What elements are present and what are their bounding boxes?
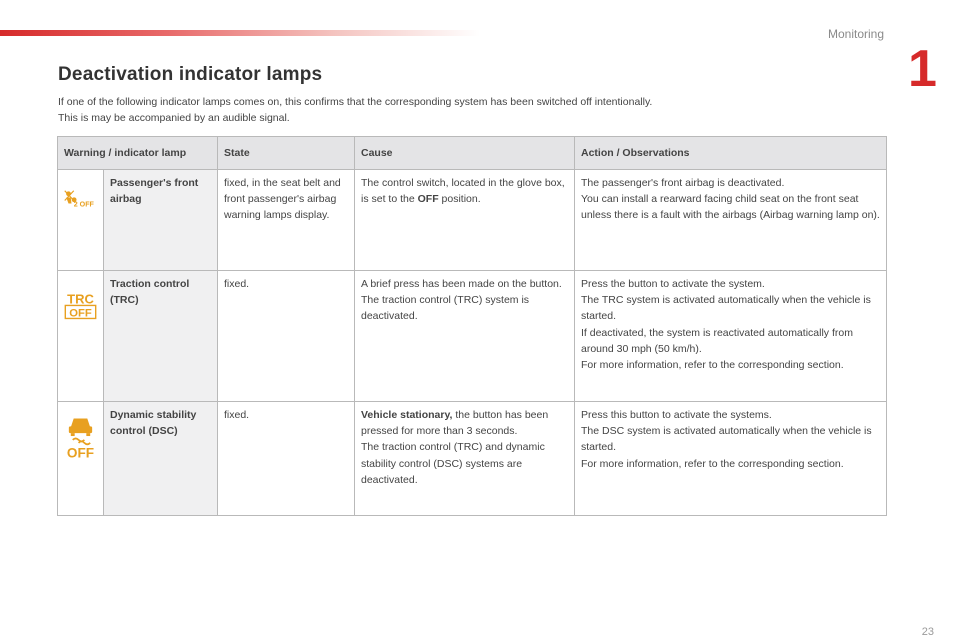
intro-line-1: If one of the following indicator lamps comes on, this confirms that the corresponding system has been switched off intentionally.: [58, 96, 653, 108]
action-line: You can install a rearward facing child seat on the front seat unless there is a fault with the airbags (Airbag warning lamp on).: [581, 193, 880, 222]
lamp-action: [575, 402, 887, 516]
cause-line: The traction control (TRC) system is deactivated.: [361, 294, 530, 323]
lamp-action: [575, 271, 887, 402]
lamp-state: fixed.: [218, 271, 355, 402]
action-line: Press the button to activate the system.: [581, 278, 765, 290]
table-header-row: [58, 137, 887, 170]
cause-text: The control switch, located in the glove box, is set to the: [361, 177, 565, 206]
lamp-cause: [355, 271, 575, 402]
lamp-state: fixed, in the seat belt and front passenger's airbag warning lamps display.: [218, 170, 355, 271]
airbag-off-icon: [64, 187, 97, 211]
header-cause: Cause: [355, 137, 575, 170]
indicator-lamp-table: [57, 136, 887, 516]
svg-text:1: 1: [908, 42, 937, 88]
dsc-off-icon: [64, 415, 97, 459]
header-accent-bar: [0, 30, 480, 36]
cause-bold: OFF: [417, 193, 439, 206]
header-lamp: Warning / indicator lamp: [58, 137, 218, 170]
intro-line-2: This is may be accompanied by an audible signal.: [58, 112, 290, 124]
table-row: [58, 271, 887, 402]
page-title: Deactivation indicator lamps: [58, 64, 323, 85]
cause-line: The traction control (TRC) and dynamic stability control (DSC) systems are deactivated.: [361, 441, 545, 486]
lamp-cause: [355, 170, 575, 271]
action-line: If deactivated, the system is reactivated automatically from around 30 mph (50 km/h).: [581, 326, 853, 355]
table-row: [58, 170, 887, 271]
lamp-name: Traction control (TRC): [104, 271, 218, 402]
chapter-number: [906, 42, 960, 88]
page-number: 23: [921, 626, 934, 638]
header-action: Action / Observations: [575, 137, 887, 170]
lamp-icon-cell: [58, 271, 104, 402]
cause-text-end: position.: [441, 193, 481, 206]
lamp-cause: [355, 402, 575, 516]
lamp-action: [575, 170, 887, 271]
svg-text:2 OFF: 2 OFF: [73, 200, 94, 209]
cause-text: the button has been pressed for more than 3 seconds.: [361, 409, 549, 438]
trc-off-icon: [64, 288, 97, 322]
action-line: The DSC system is activated automatically when the vehicle is started.: [581, 425, 872, 454]
lamp-icon-cell: [58, 402, 104, 516]
cause-bold: Vehicle stationary,: [361, 409, 453, 421]
intro-text: [58, 94, 878, 126]
action-line: For more information, refer to the corresponding section.: [581, 457, 844, 470]
lamp-name: Dynamic stability control (DSC): [104, 402, 218, 516]
action-line: The TRC system is activated automatically when the vehicle is started.: [581, 294, 871, 323]
lamp-icon-cell: [58, 170, 104, 271]
lamp-name: Passenger's front airbag: [104, 170, 218, 271]
cause-line: A brief press has been made on the button.: [361, 278, 562, 290]
svg-text:OFF: OFF: [66, 445, 95, 459]
action-line: For more information, refer to the corresponding section.: [581, 359, 844, 372]
svg-text:OFF: OFF: [69, 307, 92, 320]
header-state: State: [218, 137, 355, 170]
lamp-state: fixed.: [218, 402, 355, 516]
action-line: Press this button to activate the systems.: [581, 409, 772, 421]
section-label: Monitoring: [827, 27, 884, 41]
table-row: [58, 402, 887, 516]
cause-line: [361, 407, 568, 439]
action-line: The passenger's front airbag is deactivated.: [581, 177, 785, 189]
svg-text:TRC: TRC: [67, 291, 94, 307]
